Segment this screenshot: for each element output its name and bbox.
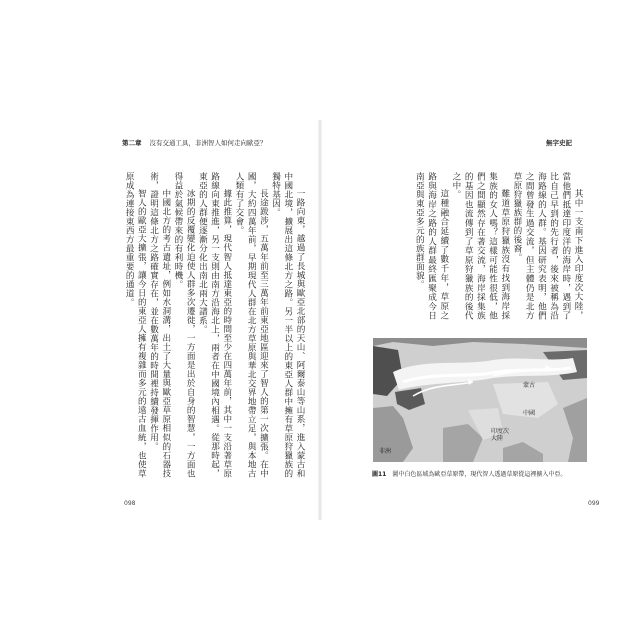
- map-label-china: 中國: [523, 410, 536, 417]
- map-label-mongolia: 蒙古: [523, 382, 536, 389]
- left-paragraph: 中國北方的考古遺址，例如水洞溝，出土了大量與歐亞草原相似的石器技術，證明這條北方之路確實存在，並在數萬年的時間裡持續發揮作用。: [148, 172, 171, 478]
- chapter-label: 第二章: [122, 139, 142, 147]
- figure-number: 圖11: [372, 471, 387, 478]
- left-page-text: [126, 172, 306, 478]
- left-paragraph: 冰期的反覆變化迫使人群多次遷徙，一方面是出於自身的智慧，一方面也得益於氣候帶來的有利時機。: [172, 172, 196, 478]
- right-paragraph: 這種融合延續了數千年，草原之路與海岸之路的人群最終匯聚成今日南亞與東亞多元的族群面貌。: [414, 172, 449, 320]
- chapter-title: 沒有交通工具，非洲智人如何走向歐亞？: [149, 139, 267, 147]
- right-page-text: [372, 172, 584, 320]
- map-illustration: [373, 338, 587, 462]
- right-paragraph: 其中一支南下進入印度次大陸，當他們抵達印度洋的海岸時，遇到了比自己早到的先行者，後來被稱為沿海路線的人群。基因研究表明，他們之間曾發生過交流，但主體仍是北方草原狩獵族群的後裔。: [511, 172, 583, 320]
- right-paragraph: 難道草原狩獵族沒有找到海岸採集族的女人嗎？這樣可能性很低，他們之間顯然存在著交流，海岸採集族的基因也流傳到了草原狩獵族的後代之中。: [450, 172, 510, 320]
- left-paragraph: 長途跋涉，五萬年前至三萬年前東亞地區迎來了智人的第一次擴張。在中國，大約四萬年前，早期現代人群在北方草原與華北交界地帶立足，與本地古人類有了交會。: [233, 172, 269, 478]
- left-page-number: 098: [124, 500, 136, 507]
- book-gutter: [318, 120, 322, 520]
- running-head-book-title: 無字史記: [546, 139, 572, 147]
- left-paragraph: 智人的歐亞大擴張，讓今日的東亞人擁有複雜而多元的遠古血統，也使草原成為連接東西方最重要的通道。: [124, 172, 147, 478]
- map-label-india: 印度次大陸: [491, 428, 510, 442]
- right-page-number: 099: [588, 500, 600, 507]
- steppe-map-figure: [373, 338, 587, 462]
- running-head-left: [122, 138, 267, 147]
- left-paragraph: 據此推算，現代智人抵達東亞的時間至少在四萬年前，其中一支沿著草原路線向東推進，另一支則由南方沿海北上，兩者在中國境內相遇。從那時起，東亞的人群便逐漸分化出南北兩大譜系。: [197, 172, 232, 478]
- figure-caption-text: 圖中白色區域為歐亞草原帶，現代智人透過草原從這裡擴入中亞。: [392, 471, 567, 478]
- left-paragraph: 一路向東，越過了長城與歐亞北部的天山、阿爾泰山等山系，進入蒙古和中國北境，擴展出這條北方之路。另一半以上的東亞人群中擁有草原狩獵族的獨特基因。: [270, 172, 305, 478]
- map-label-africa: 非洲: [379, 448, 392, 455]
- figure-caption: [372, 469, 592, 478]
